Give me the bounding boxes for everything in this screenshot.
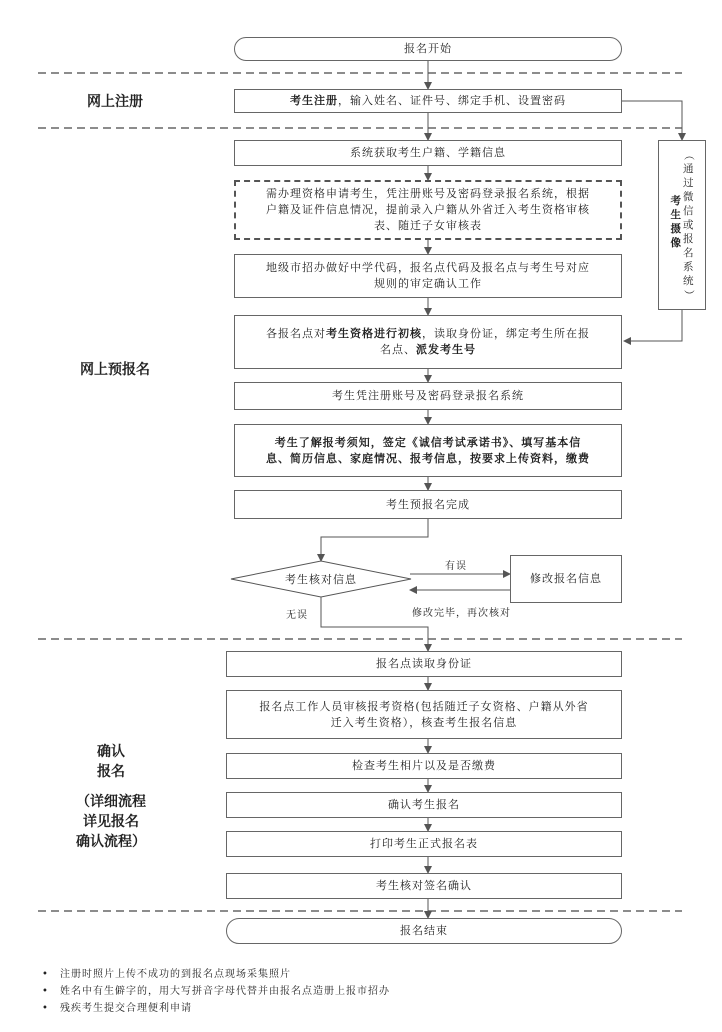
- start-text: 报名开始: [404, 42, 452, 55]
- arrow: [624, 310, 682, 341]
- print-text: 打印考生正式报名表: [370, 837, 478, 850]
- via-char: 名: [683, 247, 694, 259]
- login-text: 考生凭注册账号及密码登录报名系统: [332, 389, 524, 402]
- check-bold-text: 派发考生号: [416, 343, 476, 356]
- via-char: 报: [683, 233, 694, 245]
- apply-line: 需办理资格申请考生，凭注册账号及密码登录报名系统，根据: [266, 187, 590, 200]
- section-confirm-line: 详见报名: [83, 814, 139, 830]
- confirm-reg-step: [226, 792, 622, 818]
- review-line: 迁入考生资格），核查考生报名信息: [330, 715, 518, 729]
- check-text: ，读取身份证，绑定考生所在报: [422, 327, 590, 340]
- section-register: 网上注册: [87, 94, 143, 110]
- section-confirm-line: （详细流程: [76, 794, 146, 810]
- error-label: 有误: [445, 561, 467, 572]
- register-bold-text: 考生注册: [290, 94, 338, 107]
- via-char: （: [682, 149, 695, 161]
- read-id-text: 报名点读取身份证: [376, 657, 472, 670]
- via-char: 通: [683, 163, 694, 175]
- section-confirm-line: 确认: [97, 744, 125, 760]
- end-text: 报名结束: [400, 924, 448, 937]
- via-char: 系: [683, 261, 694, 273]
- fill-text: 考生了解报考须知，签定《诚信考试承诺书》、: [274, 435, 522, 449]
- via-char: ）: [682, 289, 695, 301]
- section-confirm: [56, 742, 166, 852]
- register-text: ，输入姓名、证件号、绑定手机、设置密码: [338, 94, 566, 107]
- section-confirm-line: 报名: [97, 764, 125, 780]
- check-text: 各报名点对: [266, 327, 326, 340]
- arrow: [622, 101, 682, 140]
- city-line: 规则的审定确认工作: [374, 277, 482, 290]
- photo-fee-step: [226, 753, 622, 779]
- photo-char: 生: [670, 209, 681, 221]
- initial-check-step: [234, 315, 622, 369]
- photo-text: 检查考生相片以及是否缴费: [352, 759, 496, 772]
- sign-confirm-step: [226, 873, 622, 899]
- arrow: [321, 519, 428, 561]
- confirm-reg-text: 确认考生报名: [388, 798, 460, 811]
- prereg-done-step: [234, 490, 622, 519]
- section-confirm-line: 确认流程）: [76, 834, 146, 850]
- print-form-step: [226, 831, 622, 857]
- prereg-done-text: 考生预报名完成: [386, 497, 470, 511]
- fill-bold-text: 填写基本信: [521, 435, 582, 449]
- photo-char: 考: [670, 195, 681, 207]
- fetch-info-step: [234, 140, 622, 166]
- via-char: 过: [683, 177, 694, 189]
- city-line: 地级市招办做好中学代码，报名点代码及报名点与考生号对应: [266, 261, 590, 274]
- staff-review-step: [226, 690, 622, 739]
- via-char: 或: [683, 219, 694, 231]
- login-step: [234, 382, 622, 410]
- fill-info-step: [234, 424, 622, 477]
- modify-text: 修改报名信息: [530, 572, 602, 585]
- check-text: 名点、: [380, 343, 416, 356]
- read-id-step: [226, 651, 622, 677]
- review-line: 报名点工作人员审核报考资格(包括随迁子女资格、户籍从外省: [259, 699, 589, 713]
- start-node: [234, 37, 622, 61]
- qualification-apply-step: [234, 180, 622, 240]
- section-prereg: 网上预报名: [80, 362, 150, 378]
- recheck-label: 修改完毕，再次核对: [412, 608, 511, 619]
- apply-line: 户籍及证件信息情况，提前录入户籍从外省迁入考生资格审核: [266, 203, 590, 216]
- city-office-step: [234, 254, 622, 298]
- sign-text: 考生核对签名确认: [376, 879, 472, 892]
- photo-char: 摄: [670, 223, 681, 235]
- fill-bold-text: 息、简历信息、家庭情况、报考信息，按要求上传资料，缴费: [266, 451, 590, 465]
- note-item: • 注册时照片上传不成功的到报名点现场采集照片: [60, 966, 390, 983]
- modify-info-step: [510, 555, 622, 603]
- check-bold-text: 考生资格进行初核: [326, 327, 422, 340]
- no-error-label: 无误: [286, 610, 308, 621]
- photo-capture-box: [658, 140, 706, 310]
- note-item: • 姓名中有生僻字的，用大写拼音字母代替并由报名点造册上报市招办: [60, 983, 390, 1000]
- apply-line: 表、随迁子女审核表: [374, 219, 482, 232]
- photo-char: 像: [670, 237, 681, 249]
- verify-text: 考生核对信息: [285, 573, 357, 586]
- fetch-text: 系统获取考生户籍、学籍信息: [350, 146, 506, 159]
- register-step: [234, 89, 622, 113]
- via-char: 信: [683, 205, 694, 217]
- end-node: [226, 918, 622, 944]
- note-item: • 残疾考生提交合理便利申请: [60, 1000, 390, 1017]
- notes-list: [60, 966, 390, 1017]
- via-char: 微: [683, 191, 694, 203]
- via-char: 统: [683, 275, 694, 287]
